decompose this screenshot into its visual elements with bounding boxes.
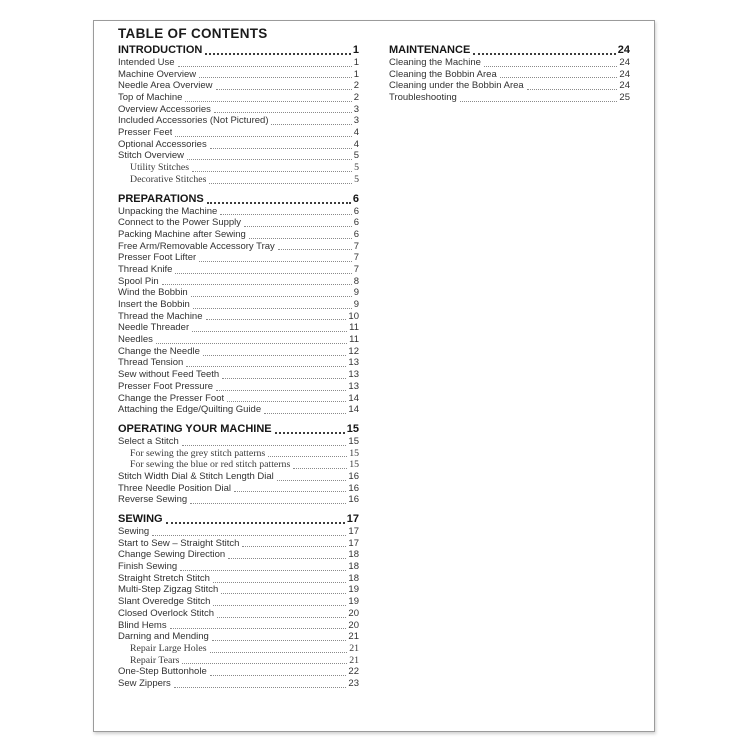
dotted-leader: [213, 605, 346, 606]
toc-entry-row: [118, 322, 359, 334]
toc-section-preparations: [118, 193, 359, 416]
dotted-leader: [156, 343, 347, 344]
dotted-leader: [244, 226, 352, 227]
toc-entry-label: Change the Presser Foot: [118, 392, 225, 404]
dotted-leader: [278, 249, 352, 250]
toc-entry-label: Attaching the Edge/Quilting Guide: [118, 404, 262, 416]
toc-entry-row: [118, 561, 359, 573]
dotted-leader: [213, 582, 347, 583]
toc-page-number: 18: [348, 549, 359, 561]
toc-entry-label: Change Sewing Direction: [118, 549, 226, 561]
toc-section-sewing: [118, 513, 359, 690]
toc-entry-label: Troubleshooting: [389, 92, 457, 104]
toc-entry-label: For sewing the blue or red stitch patterns: [130, 459, 291, 471]
toc-entry-label: Repair Tears: [130, 654, 180, 666]
toc-page-number: 1: [353, 68, 359, 80]
dotted-leader: [174, 687, 347, 688]
toc-page-number: 9: [353, 299, 359, 311]
dotted-leader: [206, 319, 347, 320]
toc-page-number: 19: [348, 596, 359, 608]
toc-entry-label: Closed Overlock Stitch: [118, 607, 215, 619]
dotted-leader: [192, 171, 352, 172]
toc-page-number: 6: [353, 217, 359, 229]
toc-page-number: 7: [353, 263, 359, 275]
dotted-leader: [242, 546, 346, 547]
toc-entry-label: Needle Threader: [118, 322, 190, 334]
toc-page-number: 24: [619, 80, 630, 92]
toc-entry-label: Start to Sew – Straight Stitch: [118, 537, 240, 549]
dotted-leader: [192, 331, 347, 332]
toc-entry-row: [118, 655, 359, 667]
toc-page-number: 2: [353, 92, 359, 104]
toc-page-number: 5: [354, 162, 359, 174]
toc-entry-label: Stitch Width Dial & Stitch Length Dial: [118, 470, 274, 482]
toc-section-operating-your-machine: [118, 423, 359, 506]
toc-entry-label: One-Step Buttonhole: [118, 666, 207, 678]
toc-page-number: 5: [353, 150, 359, 162]
toc-page-number: 14: [348, 404, 359, 416]
toc-entry-row: [118, 666, 359, 678]
dotted-leader: [207, 202, 351, 204]
toc-page-number: 13: [348, 380, 359, 392]
toc-heading-row: [118, 193, 359, 206]
toc-entry-row: [118, 526, 359, 538]
toc-entry-label: INTRODUCTION: [118, 44, 203, 56]
toc-page-number: 18: [348, 561, 359, 573]
toc-entry-label: Change the Needle: [118, 345, 200, 357]
dotted-leader: [227, 401, 346, 402]
toc-page: [93, 20, 655, 732]
dotted-leader: [175, 273, 351, 274]
dotted-leader: [203, 355, 347, 356]
dotted-leader: [222, 378, 346, 379]
toc-entry-row: [389, 80, 630, 92]
toc-entry-row: [118, 174, 359, 186]
toc-entry-label: Utility Stitches: [130, 162, 190, 174]
dotted-leader: [185, 101, 351, 102]
toc-entry-row: [118, 643, 359, 655]
toc-page-number: 7: [353, 252, 359, 264]
toc-entry-row: [118, 264, 359, 276]
toc-entry-label: Presser Foot Pressure: [118, 380, 214, 392]
toc-entry-label: Decorative Stitches: [130, 173, 207, 185]
toc-entry-label: Presser Feet: [118, 127, 173, 139]
toc-entry-label: Reverse Sewing: [118, 494, 188, 506]
toc-page-number: 7: [353, 240, 359, 252]
toc-entry-row: [118, 573, 359, 585]
page-title: TABLE OF CONTENTS: [118, 26, 268, 41]
toc-entry-label: OPERATING YOUR MACHINE: [118, 422, 272, 435]
toc-page-number: 13: [348, 357, 359, 369]
toc-entry-label: Included Accessories (Not Pictured): [118, 115, 269, 127]
toc-entry-label: Wind the Bobbin: [118, 287, 188, 299]
dotted-leader: [166, 522, 345, 524]
toc-entry-label: Sewing: [118, 526, 150, 538]
toc-entry-label: Presser Foot Lifter: [118, 252, 197, 264]
dotted-leader: [182, 663, 347, 664]
toc-entry-row: [118, 334, 359, 346]
toc-page-number: 14: [348, 392, 359, 404]
toc-entry-row: [118, 162, 359, 174]
dotted-leader: [210, 675, 347, 676]
toc-page-number: 3: [353, 103, 359, 115]
toc-entry-label: Overview Accessories: [118, 103, 211, 115]
toc-entry-row: [118, 276, 359, 288]
dotted-leader: [190, 503, 346, 504]
toc-entry-row: [118, 436, 359, 448]
toc-entry-label: Connect to the Power Supply: [118, 217, 242, 229]
toc-page-number: 23: [348, 677, 359, 689]
toc-entry-label: Cleaning the Machine: [389, 56, 481, 68]
toc-page-number: 10: [348, 310, 359, 322]
dotted-leader: [473, 53, 615, 55]
dotted-leader: [527, 89, 618, 90]
dotted-leader: [199, 77, 352, 78]
dotted-leader: [210, 652, 348, 653]
dotted-leader: [193, 308, 352, 309]
dotted-leader: [162, 284, 352, 285]
toc-entry-row: [118, 448, 359, 460]
toc-page-number: 15: [349, 459, 359, 471]
dotted-leader: [216, 89, 352, 90]
toc-entry-row: [118, 241, 359, 253]
toc-page-number: 18: [348, 572, 359, 584]
toc-column-left: [118, 44, 359, 690]
toc-entry-label: MAINTENANCE: [389, 44, 471, 56]
dotted-leader: [209, 183, 352, 184]
toc-entry-label: Needles: [118, 334, 153, 346]
dotted-leader: [178, 66, 352, 67]
toc-entry-row: [118, 471, 359, 483]
dotted-leader: [187, 159, 352, 160]
toc-entry-label: Spool Pin: [118, 275, 159, 287]
toc-entry-label: Repair Large Holes: [130, 642, 207, 654]
toc-entry-row: [118, 229, 359, 241]
toc-entry-label: Insert the Bobbin: [118, 299, 190, 311]
toc-page-number: 16: [348, 470, 359, 482]
toc-entry-row: [118, 127, 359, 139]
dotted-leader: [180, 570, 346, 571]
toc-page-number: 20: [348, 619, 359, 631]
dotted-leader: [191, 296, 352, 297]
toc-heading-row: [118, 44, 359, 57]
toc-page-number: 2: [353, 80, 359, 92]
toc-page-number: 15: [349, 447, 359, 459]
toc-entry-row: [118, 57, 359, 69]
toc-page-number: 20: [348, 607, 359, 619]
toc-page-number: 25: [619, 92, 630, 104]
toc-page-number: 16: [348, 482, 359, 494]
dotted-leader: [182, 445, 347, 446]
toc-entry-label: Sew without Feed Teeth: [118, 369, 220, 381]
toc-page-number: 21: [349, 654, 359, 666]
dotted-leader: [214, 112, 352, 113]
toc-entry-label: Intended Use: [118, 56, 175, 68]
toc-page-number: 12: [348, 345, 359, 357]
toc-entry-row: [118, 139, 359, 151]
toc-page-number: 15: [348, 435, 359, 447]
dotted-leader: [199, 261, 352, 262]
dotted-leader: [170, 628, 347, 629]
dotted-leader: [293, 468, 347, 469]
toc-entry-row: [118, 494, 359, 506]
toc-entry-row: [118, 483, 359, 495]
toc-page-number: 1: [353, 56, 359, 68]
toc-entry-row: [118, 549, 359, 561]
toc-entry-label: Thread the Machine: [118, 310, 203, 322]
toc-entry-row: [389, 57, 630, 69]
toc-entry-row: [118, 678, 359, 690]
dotted-leader: [264, 413, 346, 414]
toc-entry-row: [118, 80, 359, 92]
toc-page-number: 13: [348, 369, 359, 381]
toc-entry-label: Stitch Overview: [118, 150, 184, 162]
toc-entry-label: Cleaning under the Bobbin Area: [389, 80, 524, 92]
dotted-leader: [186, 366, 346, 367]
dotted-leader: [228, 558, 346, 559]
toc-entry-row: [118, 311, 359, 323]
toc-entry-row: [118, 459, 359, 471]
toc-entry-row: [118, 381, 359, 393]
dotted-leader: [175, 136, 351, 137]
toc-entry-label: Needle Area Overview: [118, 80, 213, 92]
toc-entry-row: [389, 92, 630, 104]
toc-page-number: 5: [354, 173, 359, 185]
toc-entry-row: [118, 608, 359, 620]
dotted-leader: [221, 593, 346, 594]
toc-entry-row: [118, 287, 359, 299]
toc-entry-label: Blind Hems: [118, 619, 167, 631]
toc-entry-row: [118, 358, 359, 370]
toc-entry-label: Cleaning the Bobbin Area: [389, 68, 497, 80]
toc-entry-label: Thread Knife: [118, 263, 173, 275]
toc-entry-label: Thread Tension: [118, 357, 184, 369]
toc-entry-label: Finish Sewing: [118, 561, 178, 573]
dotted-leader: [500, 77, 618, 78]
toc-entry-row: [118, 206, 359, 218]
toc-entry-label: Straight Stretch Stitch: [118, 572, 210, 584]
toc-entry-row: [118, 92, 359, 104]
toc-page-number: 24: [619, 68, 630, 80]
toc-entry-row: [118, 299, 359, 311]
toc-heading-row: [118, 513, 359, 526]
dotted-leader: [268, 456, 347, 457]
toc-page-number: 6: [353, 205, 359, 217]
toc-page-number: 8: [353, 275, 359, 287]
dotted-leader: [205, 53, 351, 55]
toc-page-number: 4: [353, 127, 359, 139]
toc-entry-row: [118, 631, 359, 643]
toc-entry-label: Free Arm/Removable Accessory Tray: [118, 240, 275, 252]
toc-entry-label: SEWING: [118, 513, 163, 526]
toc-heading-row: [118, 423, 359, 436]
toc-entry-row: [118, 151, 359, 163]
toc-page-number: 6: [352, 192, 359, 205]
toc-page-number: 24: [617, 44, 630, 56]
dotted-leader: [271, 124, 351, 125]
toc-entry-label: PREPARATIONS: [118, 192, 204, 205]
toc-entry-row: [118, 115, 359, 127]
toc-page-number: 1: [352, 44, 359, 56]
toc-page-number: 24: [619, 56, 630, 68]
toc-page-number: 9: [353, 287, 359, 299]
dotted-leader: [210, 148, 352, 149]
toc-entry-row: [118, 252, 359, 264]
toc-page-number: 11: [349, 322, 359, 334]
toc-heading-row: [389, 44, 630, 57]
toc-entry-row: [118, 217, 359, 229]
dotted-leader: [217, 617, 346, 618]
toc-entry-row: [118, 404, 359, 416]
toc-page-number: 19: [348, 584, 359, 596]
toc-page-number: 21: [349, 642, 359, 654]
toc-entry-row: [118, 69, 359, 81]
toc-page-number: 4: [353, 138, 359, 150]
toc-page-number: 22: [348, 666, 359, 678]
toc-page-number: 6: [353, 228, 359, 240]
toc-columns: [118, 44, 630, 690]
toc-entry-row: [118, 585, 359, 597]
toc-page-number: 17: [348, 537, 359, 549]
toc-entry-row: [118, 620, 359, 632]
toc-entry-row: [118, 104, 359, 116]
toc-column-right: [389, 44, 630, 104]
toc-entry-label: Sew Zippers: [118, 677, 171, 689]
dotted-leader: [220, 214, 351, 215]
toc-entry-row: [118, 369, 359, 381]
toc-page-number: 16: [348, 494, 359, 506]
toc-entry-label: Multi-Step Zigzag Stitch: [118, 584, 219, 596]
toc-entry-row: [118, 538, 359, 550]
dotted-leader: [484, 66, 618, 67]
toc-entry-row: [118, 596, 359, 608]
toc-page-number: 3: [353, 115, 359, 127]
dotted-leader: [212, 640, 347, 641]
toc-entry-label: Top of Machine: [118, 92, 183, 104]
toc-entry-label: Packing Machine after Sewing: [118, 228, 246, 240]
toc-entry-label: Three Needle Position Dial: [118, 482, 232, 494]
toc-page-number: 21: [348, 631, 359, 643]
toc-entry-label: For sewing the grey stitch patterns: [130, 447, 266, 459]
dotted-leader: [234, 491, 346, 492]
toc-entry-row: [389, 69, 630, 81]
toc-section-introduction: [118, 44, 359, 186]
toc-entry-label: Unpacking the Machine: [118, 205, 218, 217]
toc-entry-row: [118, 346, 359, 358]
dotted-leader: [216, 390, 346, 391]
toc-entry-label: Select a Stitch: [118, 435, 179, 447]
toc-page-number: 15: [346, 422, 359, 435]
dotted-leader: [152, 535, 346, 536]
dotted-leader: [460, 101, 618, 102]
toc-entry-label: Darning and Mending: [118, 631, 209, 643]
toc-entry-label: Slant Overedge Stitch: [118, 596, 211, 608]
toc-entry-label: Optional Accessories: [118, 138, 207, 150]
toc-page-number: 17: [346, 513, 359, 526]
toc-entry-row: [118, 393, 359, 405]
dotted-leader: [275, 432, 345, 434]
dotted-leader: [249, 238, 352, 239]
dotted-leader: [277, 480, 347, 481]
toc-page-number: 11: [349, 334, 359, 346]
toc-page-number: 17: [348, 526, 359, 538]
toc-entry-label: Machine Overview: [118, 68, 197, 80]
toc-section-maintenance: [389, 44, 630, 104]
